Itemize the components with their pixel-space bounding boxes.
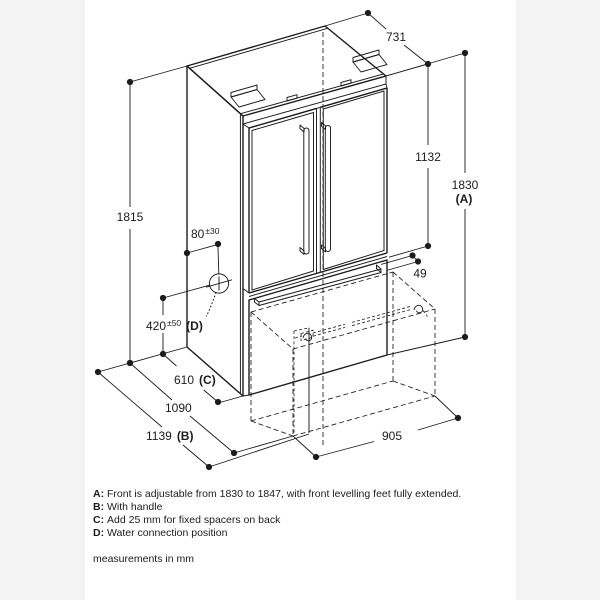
dimension-handle-49 <box>381 252 427 280</box>
dim-label-1139: 1139 (B) <box>146 429 194 443</box>
water-line-channel <box>294 305 428 434</box>
dim-label-905: 905 <box>381 429 403 443</box>
dimension-depth-731 <box>325 10 431 76</box>
dim-label-610: 610 (C) <box>174 373 216 387</box>
dimension-depths-bottom <box>95 347 309 470</box>
french-doors <box>243 88 387 297</box>
water-connection-marker <box>206 274 232 316</box>
dimension-water-offset-80 <box>184 226 221 274</box>
dim-label-731: 731 <box>385 30 407 44</box>
dim-label-1815: 1815 <box>116 210 144 224</box>
freezer-drawer <box>249 260 387 395</box>
top-hinge-covers <box>231 50 387 107</box>
dim-suffix-A: (A) <box>455 192 473 206</box>
dimension-door-height-1132 <box>389 64 441 257</box>
dim-label-1132: 1132 <box>415 150 441 164</box>
dimension-width-905 <box>293 396 461 460</box>
right-door-handle <box>325 126 330 252</box>
footnote-a: A: Front is adjustable from 1830 to 1847, with front levelling feet fully extended. <box>93 488 462 500</box>
footnote-d: D: Water connection position <box>93 527 228 539</box>
footnote-c: C: Add 25 mm for fixed spacers on back <box>93 514 281 526</box>
footnotes <box>93 488 505 566</box>
dim-label-420: $420^{\pm 50}$ (D) <box>146 318 203 333</box>
refrigerator-cabinet <box>187 26 387 396</box>
units-note: measurements in mm <box>93 553 194 565</box>
dim-label-1090: 1090 <box>165 401 192 415</box>
dim-label-49: 49 <box>413 266 427 281</box>
dim-label-1830: 1830 <box>451 178 479 192</box>
dimension-water-height-420 <box>146 285 210 357</box>
left-door-handle <box>304 128 309 254</box>
tube-coil-icon <box>414 305 423 312</box>
footnote-b: B: With handle <box>93 501 163 513</box>
dim-label-80: $80^{\pm 30}$ <box>191 226 220 241</box>
door-handles <box>300 123 331 255</box>
